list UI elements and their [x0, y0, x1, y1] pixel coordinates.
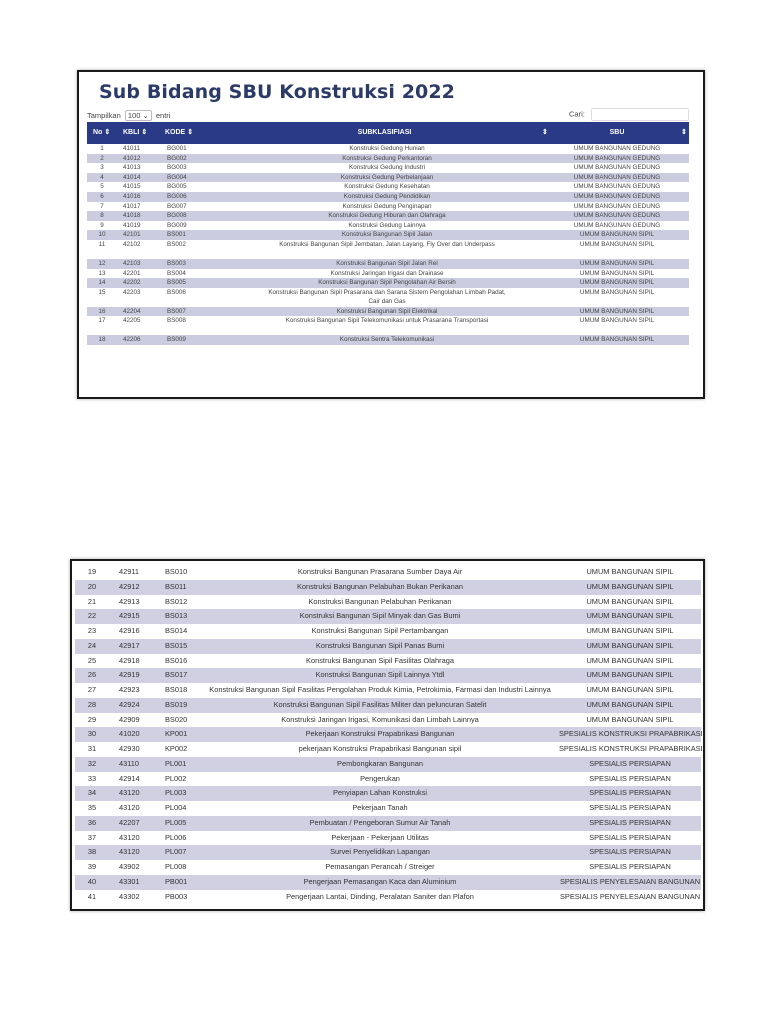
header-subklasifikasi[interactable]	[217, 122, 552, 144]
table-row	[75, 727, 701, 742]
cell-no: 21	[87, 596, 97, 606]
cell-kbli: 42103	[123, 259, 141, 267]
cell-kode: BS019	[165, 699, 188, 709]
cell-sub: Konstruksi Gedung Penginapan	[342, 202, 432, 210]
table-row	[87, 240, 689, 259]
table-row	[87, 211, 689, 221]
top-table-body	[87, 144, 689, 345]
header-no[interactable]	[93, 122, 110, 144]
cell-kbli: 41020	[119, 729, 140, 739]
table-row	[75, 786, 701, 801]
cell-kbli: 42913	[119, 596, 140, 606]
cell-kbli: 41017	[123, 202, 141, 210]
cell-kbli: 43120	[119, 803, 140, 812]
cell-sbu: UMUM BANGUNAN GEDUNG	[573, 202, 661, 210]
cell-sbu: UMUM BANGUNAN SIPIL	[586, 699, 674, 709]
cell-sbu: UMUM BANGUNAN SIPIL	[579, 307, 655, 315]
page-title: Sub Bidang SBU Konstruksi 2022	[99, 81, 456, 103]
cell-sbu: SPESIALIS KONSTRUKSI PRAPABRIKASI	[559, 729, 703, 739]
cell-sbu: UMUM BANGUNAN GEDUNG	[573, 173, 661, 181]
cell-kode: BG003	[167, 164, 187, 172]
length-prefix-label: Tampilkan	[87, 111, 121, 120]
cell-kbli: 42203	[123, 288, 141, 296]
table-row	[87, 278, 689, 288]
table-row	[75, 668, 701, 683]
cell-kbli: 43301	[119, 876, 140, 886]
cell-no: 29	[87, 714, 97, 724]
cell-kode: PL007	[165, 847, 187, 857]
cell-kode: BS013	[165, 611, 188, 621]
cell-no: 24	[87, 640, 97, 650]
cell-no: 16	[98, 307, 106, 315]
cell-kode: BS010	[165, 567, 188, 576]
cell-no: 36	[87, 817, 97, 827]
cell-kbli: 42930	[119, 744, 140, 753]
cell-sub: Pembuatan / Pengeboran Sumur Air Tanah	[309, 817, 451, 827]
bottom-table-screenshot	[70, 559, 705, 911]
cell-kode: BS011	[165, 581, 187, 591]
cell-sbu: UMUM BANGUNAN GEDUNG	[573, 154, 661, 162]
cell-sub: Pekerjaan - Pekerjaan Utilitas	[331, 832, 429, 842]
cell-kode: BS001	[167, 231, 186, 239]
cell-no: 23	[87, 626, 97, 635]
cell-kbli: 42916	[119, 626, 140, 635]
cell-no: 15	[98, 288, 106, 296]
cell-kode: KP002	[165, 744, 188, 753]
cell-sbu: SPESIALIS PERSIAPAN	[589, 817, 671, 827]
cell-kode: PL002	[165, 773, 187, 783]
length-suffix-label: entri	[155, 111, 171, 120]
cell-sub: Konstruksi Bangunan Sipil Jalan	[341, 231, 433, 239]
table-row	[75, 698, 701, 713]
table-row	[75, 757, 701, 772]
cell-sub: Konstruksi Gedung Hunian	[349, 145, 425, 152]
cell-sub: Konstruksi Bangunan Sipil Pertambangan	[311, 626, 449, 635]
cell-kbli: 43902	[119, 862, 140, 871]
cell-kode: BS004	[167, 269, 186, 277]
search-control	[569, 108, 689, 121]
cell-no: 3	[100, 164, 104, 172]
cell-kode: BS006	[167, 288, 186, 296]
cell-sub: Konstruksi Bangunan Sipil Minyak dan Gas Bumi	[299, 611, 461, 621]
cell-no: 2	[100, 154, 104, 162]
sort-icon: ⇕	[681, 129, 687, 136]
length-control	[87, 110, 170, 121]
cell-kode: PL005	[165, 817, 187, 827]
cell-sub: Konstruksi Bangunan Sipil Fasilitas Olahraga	[306, 655, 454, 665]
sort-icon: ⇕	[542, 129, 548, 136]
table-row	[87, 230, 689, 240]
header-sbu-label: SBU	[609, 129, 625, 136]
cell-kbli: 42202	[123, 279, 141, 287]
cell-kode: PL006	[165, 832, 187, 842]
cell-sub: Pembongkaran Bangunan	[337, 758, 423, 768]
cell-kode: PL004	[165, 803, 187, 812]
cell-no: 5	[100, 183, 104, 191]
cell-kode: BS014	[165, 626, 188, 635]
cell-sbu: UMUM BANGUNAN SIPIL	[586, 640, 674, 650]
cell-kbli: 42919	[119, 670, 140, 680]
cell-kode: BG007	[167, 202, 187, 210]
cell-no: 32	[87, 758, 97, 768]
cell-no: 41	[87, 891, 97, 901]
table-row	[75, 565, 701, 580]
cell-kode: BS017	[165, 670, 188, 680]
cell-sub: Konstruksi Jaringan Irigasi, Komunikasi dan Limbah Lainnya	[281, 714, 479, 724]
cell-kode: BG002	[167, 154, 187, 162]
cell-no: 6	[100, 192, 104, 200]
cell-sub: Konstruksi Bangunan Sipil Telekomunikasi untuk Prasarana Transportasi	[285, 317, 489, 325]
table-row	[87, 259, 689, 269]
cell-sbu: UMUM BANGUNAN SIPIL	[586, 567, 674, 576]
entries-per-page-value: 100	[127, 111, 141, 120]
table-row	[75, 595, 701, 610]
cell-kode: BS008	[167, 317, 186, 325]
cell-kbli: 43120	[119, 832, 140, 842]
top-table-screenshot	[77, 70, 705, 399]
cell-no: 10	[98, 231, 106, 239]
cell-sub: Konstruksi Bangunan Sipil Lainnya Ytdl	[315, 670, 445, 680]
cell-no: 7	[100, 202, 104, 210]
cell-kode: BG006	[167, 192, 187, 200]
cell-kbli: 41013	[123, 164, 141, 172]
cell-kbli: 42918	[119, 655, 140, 665]
table-row	[87, 163, 689, 173]
cell-sbu: SPESIALIS KONSTRUKSI PRAPABRIKASI	[559, 744, 703, 753]
cell-no: 14	[98, 279, 106, 287]
header-kode-label: KODE	[165, 129, 186, 136]
cell-sbu: SPESIALIS PERSIAPAN	[589, 847, 671, 857]
cell-no: 26	[87, 670, 97, 680]
cell-sbu: UMUM BANGUNAN SIPIL	[586, 655, 674, 665]
cell-no: 30	[87, 729, 97, 739]
cell-sub: Konstruksi Gedung Industri	[349, 164, 425, 172]
sort-icon: ⇕	[187, 129, 194, 136]
cell-kode: BS009	[167, 336, 186, 344]
sort-icon: ⇕	[104, 129, 111, 136]
cell-sub: Penyiapan Lahan Konstruksi	[332, 788, 428, 798]
cell-sub: Pengerjaan Pemasangan Kaca dan Aluminium	[303, 876, 457, 886]
cell-sbu: UMUM BANGUNAN SIPIL	[579, 240, 655, 248]
cell-sub: Konstruksi Gedung Perkantoran	[342, 154, 432, 162]
cell-no: 8	[100, 212, 104, 220]
cell-kbli: 41014	[123, 173, 141, 181]
cell-sbu: UMUM BANGUNAN SIPIL	[579, 288, 655, 296]
cell-no: 35	[87, 803, 97, 812]
search-label: Cari:	[569, 109, 585, 119]
table-row	[75, 890, 701, 905]
table-row	[87, 182, 689, 192]
cell-sub: pekerjaan Konstruksi Prapabrikasi Bangunan sipil	[298, 744, 462, 753]
table-row	[75, 860, 701, 875]
header-subklasifikasi-label: SUBKLASIFIASI	[357, 129, 412, 136]
cell-no: 18	[98, 336, 106, 344]
cell-no: 34	[87, 788, 97, 798]
cell-kbli: 42915	[119, 611, 140, 621]
cell-sbu: SPESIALIS PERSIAPAN	[589, 788, 671, 798]
cell-kbli: 43120	[119, 788, 140, 798]
cell-sbu: UMUM BANGUNAN SIPIL	[586, 685, 674, 694]
header-no-label: No	[93, 129, 103, 136]
table-row	[75, 816, 701, 831]
sort-icon: ⇕	[141, 129, 148, 136]
table-row	[87, 307, 689, 317]
cell-kbli: 42204	[123, 307, 141, 315]
search-input[interactable]	[591, 108, 689, 121]
cell-sub: Konstruksi Bangunan Sipil Panas Bumi	[315, 640, 445, 650]
cell-kbli: 42207	[119, 817, 140, 827]
cell-sub: Konstruksi Gedung Hiburan dan Olahraga	[328, 212, 446, 220]
cell-sbu: UMUM BANGUNAN GEDUNG	[573, 221, 661, 229]
cell-kbli: 42909	[119, 714, 140, 724]
cell-kode: BS016	[165, 655, 188, 665]
cell-no: 11	[98, 240, 106, 248]
cell-kode: BS002	[167, 240, 186, 248]
cell-sub: Konstruksi Bangunan Sipil Prasarana dan Sarana Sistem Pengolahan Limbah Padat, Cair dan Gas	[268, 288, 506, 306]
cell-sbu: UMUM BANGUNAN SIPIL	[586, 581, 674, 591]
cell-sbu: UMUM BANGUNAN SIPIL	[579, 279, 655, 287]
cell-sbu: UMUM BANGUNAN SIPIL	[579, 317, 655, 325]
cell-sbu: UMUM BANGUNAN SIPIL	[586, 714, 674, 724]
cell-sub: Pengerjaan Lantai, Dinding, Peralatan Saniter dan Plafon	[286, 891, 474, 901]
cell-no: 39	[87, 862, 97, 871]
cell-sub: Konstruksi Bangunan Pelabuhan Perikanan	[308, 596, 452, 606]
cell-sub: Pekerjaan Tanah	[352, 803, 408, 812]
cell-kbli: 41015	[123, 183, 141, 191]
cell-sbu: SPESIALIS PERSIAPAN	[589, 758, 671, 768]
cell-kbli: 41012	[123, 154, 141, 162]
cell-no: 40	[87, 876, 97, 886]
table-row	[87, 192, 689, 202]
cell-no: 20	[87, 581, 97, 591]
table-row	[75, 845, 701, 860]
table-row	[75, 772, 701, 787]
cell-sbu: UMUM BANGUNAN SIPIL	[586, 670, 674, 680]
cell-kbli: 42917	[119, 640, 140, 650]
table-row	[75, 624, 701, 639]
cell-sub: Konstruksi Bangunan Sipil Jalan Rel	[336, 259, 438, 267]
cell-kode: BS003	[167, 259, 186, 267]
cell-sub: Konstruksi Bangunan Sipil Fasilitas Militer dan peluncuran Satelit	[273, 699, 487, 709]
cell-kbli: 42924	[119, 699, 140, 709]
table-row	[75, 639, 701, 654]
cell-kbli: 41018	[123, 212, 141, 220]
cell-kbli: 42201	[123, 269, 141, 277]
cell-kbli: 43110	[119, 758, 140, 768]
cell-sub: Konstruksi Bangunan Sipil Fasilitas Pengolahan Produk Kimia, Petrokimia, Farmasi dan Industri Lainnya	[209, 685, 551, 694]
cell-sub: Konstruksi Sentra Telekomunikasi	[339, 336, 435, 344]
table-row	[75, 580, 701, 595]
cell-sub: Konstruksi Jaringan Irigasi dan Drainase	[330, 269, 444, 277]
cell-kbli: 42205	[123, 317, 141, 325]
table-row	[75, 801, 701, 816]
table-row	[87, 221, 689, 231]
cell-kode: BG005	[167, 183, 187, 191]
cell-sub: Konstruksi Bangunan Sipil Elektrikal	[336, 307, 438, 315]
bottom-table-body	[75, 565, 701, 904]
cell-no: 31	[87, 744, 97, 753]
cell-no: 9	[100, 221, 104, 229]
table-row	[87, 288, 689, 307]
table-row	[87, 144, 689, 154]
cell-kode: BG001	[167, 145, 187, 152]
cell-kode: BS007	[167, 307, 186, 315]
cell-no: 4	[100, 173, 104, 181]
entries-per-page-select[interactable]	[125, 110, 152, 121]
cell-kbli: 42102	[123, 240, 141, 248]
cell-no: 19	[87, 567, 97, 576]
cell-kode: BS018	[165, 685, 188, 694]
cell-kode: PL008	[165, 862, 187, 871]
table-row	[75, 742, 701, 757]
cell-sbu: UMUM BANGUNAN GEDUNG	[573, 212, 661, 220]
cell-sub: Konstruksi Bangunan Sipil Pengolahan Air Bersih	[318, 279, 456, 287]
table-row	[75, 831, 701, 846]
cell-sbu: UMUM BANGUNAN SIPIL	[579, 336, 655, 344]
cell-sbu: UMUM BANGUNAN SIPIL	[579, 231, 655, 239]
cell-kbli: 41016	[123, 192, 141, 200]
cell-no: 33	[87, 773, 97, 783]
cell-sbu: UMUM BANGUNAN GEDUNG	[573, 145, 661, 152]
cell-kode: BS012	[165, 596, 188, 606]
cell-kbli: 41011	[123, 145, 141, 152]
cell-sub: Konstruksi Bangunan Pelabuhan Bukan Perikanan	[297, 581, 463, 591]
table-row	[75, 875, 701, 890]
cell-no: 12	[98, 259, 106, 267]
cell-sbu: UMUM BANGUNAN GEDUNG	[573, 192, 661, 200]
cell-sbu: SPESIALIS PERSIAPAN	[589, 803, 671, 812]
cell-sub: Konstruksi Gedung Pendidikan	[343, 192, 431, 200]
table-row	[87, 316, 689, 335]
cell-kode: KP001	[165, 729, 188, 739]
cell-sub: Pemasangan Perancah / Streiger	[325, 862, 435, 871]
table-row	[75, 683, 701, 698]
cell-kode: BS015	[165, 640, 188, 650]
cell-kbli: 41019	[123, 221, 141, 229]
cell-sbu: SPESIALIS PENYELESAIAN BANGUNAN	[559, 891, 701, 901]
cell-no: 1	[100, 145, 104, 152]
cell-sbu: UMUM BANGUNAN SIPIL	[586, 611, 674, 621]
cell-kbli: 43302	[119, 891, 140, 901]
cell-sbu: UMUM BANGUNAN SIPIL	[586, 596, 674, 606]
cell-sub: Survei Penyelidikan Lapangan	[330, 847, 430, 857]
cell-sbu: UMUM BANGUNAN SIPIL	[579, 269, 655, 277]
cell-no: 22	[87, 611, 97, 621]
table-row	[75, 713, 701, 728]
header-kbli[interactable]	[123, 122, 147, 144]
cell-kbli: 42101	[123, 231, 141, 239]
cell-kode: BS020	[165, 714, 188, 724]
cell-sub: Konstruksi Gedung Kesehatan	[344, 183, 430, 191]
cell-kbli: 42206	[123, 336, 141, 344]
cell-sbu: SPESIALIS PERSIAPAN	[589, 773, 671, 783]
table-row	[75, 654, 701, 669]
cell-sbu: UMUM BANGUNAN GEDUNG	[573, 183, 661, 191]
table-row	[75, 609, 701, 624]
header-kode[interactable]	[165, 122, 193, 144]
cell-sbu: SPESIALIS PENYELESAIAN BANGUNAN	[559, 876, 701, 886]
cell-kode: PL001	[165, 758, 187, 768]
cell-kbli: 42914	[119, 773, 140, 783]
table-row	[87, 269, 689, 279]
cell-kode: BG008	[167, 212, 187, 220]
cell-sbu: SPESIALIS PERSIAPAN	[589, 862, 671, 871]
cell-no: 17	[98, 317, 106, 325]
cell-sub: Konstruksi Bangunan Sipil Jembatan, Jalan Layang, Fly Over dan Underpass	[279, 240, 495, 248]
table-row	[87, 173, 689, 183]
cell-sub: Pekerjaan Konstruksi Prapabrikasi Bangunan	[305, 729, 455, 739]
cell-sbu: UMUM BANGUNAN SIPIL	[586, 626, 674, 635]
cell-no: 25	[87, 655, 97, 665]
cell-sbu: UMUM BANGUNAN GEDUNG	[573, 164, 661, 172]
cell-kode: BG009	[167, 221, 187, 229]
table-row	[87, 202, 689, 212]
header-kbli-label: KBLI	[123, 129, 140, 136]
cell-sbu: UMUM BANGUNAN SIPIL	[579, 259, 655, 267]
cell-no: 27	[87, 685, 97, 694]
cell-kode: PB001	[165, 876, 188, 886]
cell-kbli: 42923	[119, 685, 140, 694]
table-header	[87, 122, 689, 144]
table-row	[87, 335, 689, 345]
cell-kode: BG004	[167, 173, 187, 181]
cell-sub: Konstruksi Gedung Lainnya	[348, 221, 426, 229]
cell-kode: BS005	[167, 279, 186, 287]
cell-no: 37	[87, 832, 97, 842]
cell-no: 38	[87, 847, 97, 857]
cell-kbli: 43120	[119, 847, 140, 857]
cell-kbli: 42911	[119, 567, 140, 576]
cell-no: 13	[98, 269, 106, 277]
header-sbu[interactable]	[557, 122, 677, 144]
cell-sub: Konstruksi Gedung Perbelanjaan	[340, 173, 434, 181]
cell-kbli: 42912	[119, 581, 140, 591]
cell-sub: Konstruksi Bangunan Prasarana Sumber Daya Air	[297, 567, 463, 576]
cell-no: 28	[87, 699, 97, 709]
table-row	[87, 154, 689, 164]
chevron-down-icon: ⌄	[142, 111, 149, 120]
cell-sub: Pengerukan	[360, 773, 400, 783]
cell-kode: PB003	[165, 891, 188, 901]
cell-sbu: SPESIALIS PERSIAPAN	[589, 832, 671, 842]
cell-kode: PL003	[165, 788, 187, 798]
